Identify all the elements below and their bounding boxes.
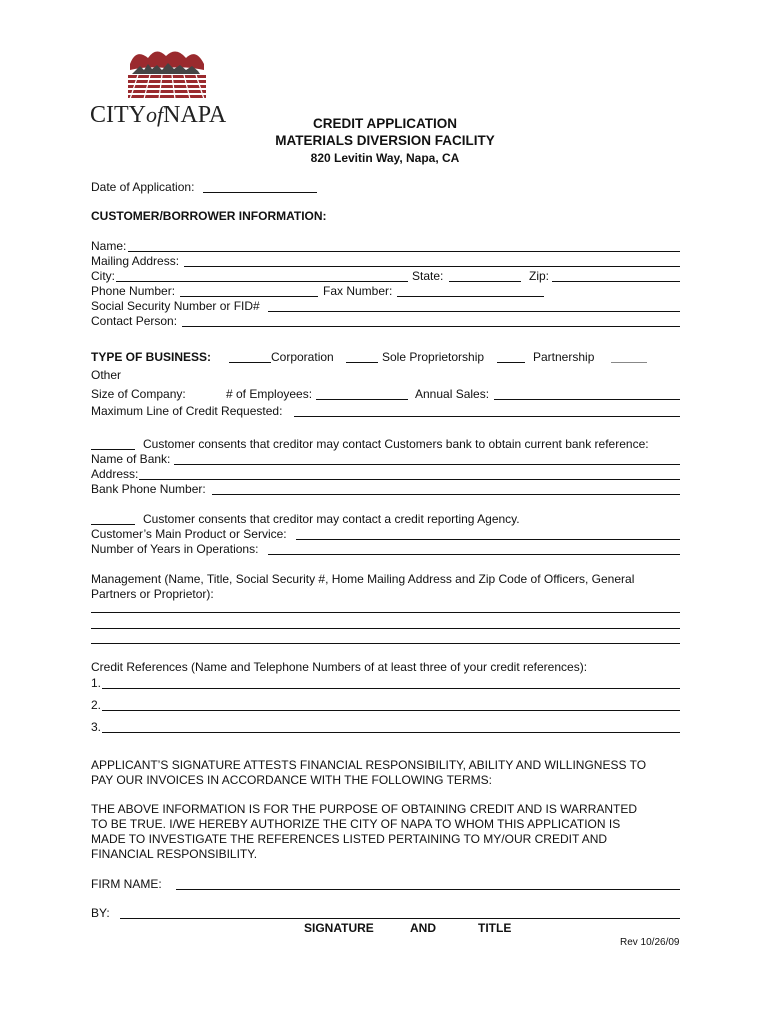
ssn-field[interactable] <box>268 311 680 312</box>
management-field-1[interactable] <box>91 612 680 613</box>
employees-field[interactable] <box>316 399 408 400</box>
logo-of-text: of <box>146 102 164 127</box>
customer-heading: CUSTOMER/BORROWER INFORMATION: <box>91 209 327 223</box>
name-label: Name: <box>91 239 127 253</box>
revision-date: Rev 10/26/09 <box>620 937 680 948</box>
reference-number-1: 1. <box>91 676 102 690</box>
ssn-label: Social Security Number or FID# <box>91 299 260 313</box>
fax-field[interactable] <box>397 296 544 297</box>
contact-label: Contact Person: <box>91 314 178 328</box>
attest-text-line1: APPLICANT’S SIGNATURE ATTESTS FINANCIAL RESPONSIBILITY, ABILITY AND WILLINGNESS TO <box>91 758 647 772</box>
contact-field[interactable] <box>182 326 680 327</box>
bank-name-field[interactable] <box>174 464 680 465</box>
corporation-label: Corporation <box>271 350 334 364</box>
max-credit-label: Maximum Line of Credit Requested: <box>91 404 283 418</box>
terms-text-line1: THE ABOVE INFORMATION IS FOR THE PURPOSE OF OBTAINING CREDIT AND IS WARRANTED <box>91 802 638 816</box>
partnership-check-field[interactable] <box>497 362 525 363</box>
terms-text-line3: MADE TO INVESTIGATE THE REFERENCES LISTED PERTAINING TO MY/OUR CREDIT AND <box>91 832 608 846</box>
bank-phone-label: Bank Phone Number: <box>91 482 206 496</box>
partnership-label: Partnership <box>533 350 595 364</box>
reference-number-3: 3. <box>91 720 102 734</box>
bank-consent-check-field[interactable] <box>91 449 135 450</box>
business-heading: TYPE OF BUSINESS: <box>91 350 212 364</box>
mailing-field[interactable] <box>184 266 680 267</box>
management-field-2[interactable] <box>91 628 680 629</box>
max-credit-field[interactable] <box>294 416 680 417</box>
management-field-3[interactable] <box>91 643 680 644</box>
employees-label: # of Employees: <box>226 387 313 401</box>
agency-consent-check-field[interactable] <box>91 524 135 525</box>
by-signature-field[interactable] <box>120 918 680 919</box>
sole-proprietorship-check-field[interactable] <box>346 362 378 363</box>
agency-consent-text: Customer consents that creditor may contact a credit reporting Agency. <box>143 512 520 526</box>
corporation-check-field[interactable] <box>229 362 271 363</box>
terms-text-line4: FINANCIAL RESPONSIBILITY. <box>91 847 258 861</box>
form-title: CREDIT APPLICATION <box>313 116 457 131</box>
logo-wordmark <box>90 102 226 129</box>
reference-number-2: 2. <box>91 698 102 712</box>
annual-sales-field[interactable] <box>494 399 680 400</box>
years-field[interactable] <box>268 554 680 555</box>
fax-label: Fax Number: <box>323 284 393 298</box>
reference-field-3[interactable] <box>102 732 680 733</box>
logo-napa-text: NAPA <box>163 102 227 128</box>
references-heading: Credit References (Name and Telephone Numbers of at least three of your credit references): <box>91 660 588 674</box>
bank-consent-text: Customer consents that creditor may contact Customers bank to obtain current bank reference: <box>143 437 649 451</box>
form-address: 820 Levitin Way, Napa, CA <box>310 151 460 165</box>
zip-field[interactable] <box>552 281 680 282</box>
attest-text-line2: PAY OUR INVOICES IN ACCORDANCE WITH THE FOLLOWING TERMS: <box>91 773 492 787</box>
logo-city-text: CITY <box>90 102 146 128</box>
bank-name-label: Name of Bank: <box>91 452 171 466</box>
main-product-label: Customer’s Main Product or Service: <box>91 527 287 541</box>
bank-address-field[interactable] <box>139 479 680 480</box>
city-label: City: <box>91 269 115 283</box>
and-caption: AND <box>410 921 436 935</box>
date-field[interactable] <box>203 192 317 193</box>
management-text-line2: Partners or Proprietor): <box>91 587 214 601</box>
phone-field[interactable] <box>180 296 318 297</box>
title-caption: TITLE <box>478 921 512 935</box>
terms-text-line2: TO BE TRUE. I/WE HEREBY AUTHORIZE THE CITY OF NAPA TO WHOM THIS APPLICATION IS <box>91 817 621 831</box>
by-label: BY: <box>91 906 110 920</box>
other-label: Other <box>91 368 122 382</box>
firm-name-field[interactable] <box>176 889 680 890</box>
sole-proprietorship-label: Sole Proprietorship <box>382 350 485 364</box>
name-field[interactable] <box>128 251 680 252</box>
bank-address-label: Address: <box>91 467 139 481</box>
other-check-field[interactable] <box>611 362 647 363</box>
main-product-field[interactable] <box>296 539 680 540</box>
form-subtitle: MATERIALS DIVERSION FACILITY <box>275 133 495 148</box>
annual-sales-label: Annual Sales: <box>415 387 490 401</box>
date-label: Date of Application: <box>91 180 195 194</box>
mailing-label: Mailing Address: <box>91 254 180 268</box>
zip-label: Zip: <box>529 269 550 283</box>
years-label: Number of Years in Operations: <box>91 542 259 556</box>
reference-field-1[interactable] <box>102 688 680 689</box>
napa-vineyard-emblem-icon <box>126 44 208 100</box>
reference-field-2[interactable] <box>102 710 680 711</box>
size-label: Size of Company: <box>91 387 186 401</box>
state-field[interactable] <box>449 281 521 282</box>
state-label: State: <box>412 269 444 283</box>
management-text-line1: Management (Name, Title, Social Security #, Home Mailing Address and Zip Code of Officers, General <box>91 572 635 586</box>
bank-phone-field[interactable] <box>212 494 680 495</box>
phone-label: Phone Number: <box>91 284 176 298</box>
firm-name-label: FIRM NAME: <box>91 877 162 891</box>
signature-caption: SIGNATURE <box>304 921 374 935</box>
city-field[interactable] <box>116 281 408 282</box>
city-of-napa-logo <box>88 44 233 130</box>
